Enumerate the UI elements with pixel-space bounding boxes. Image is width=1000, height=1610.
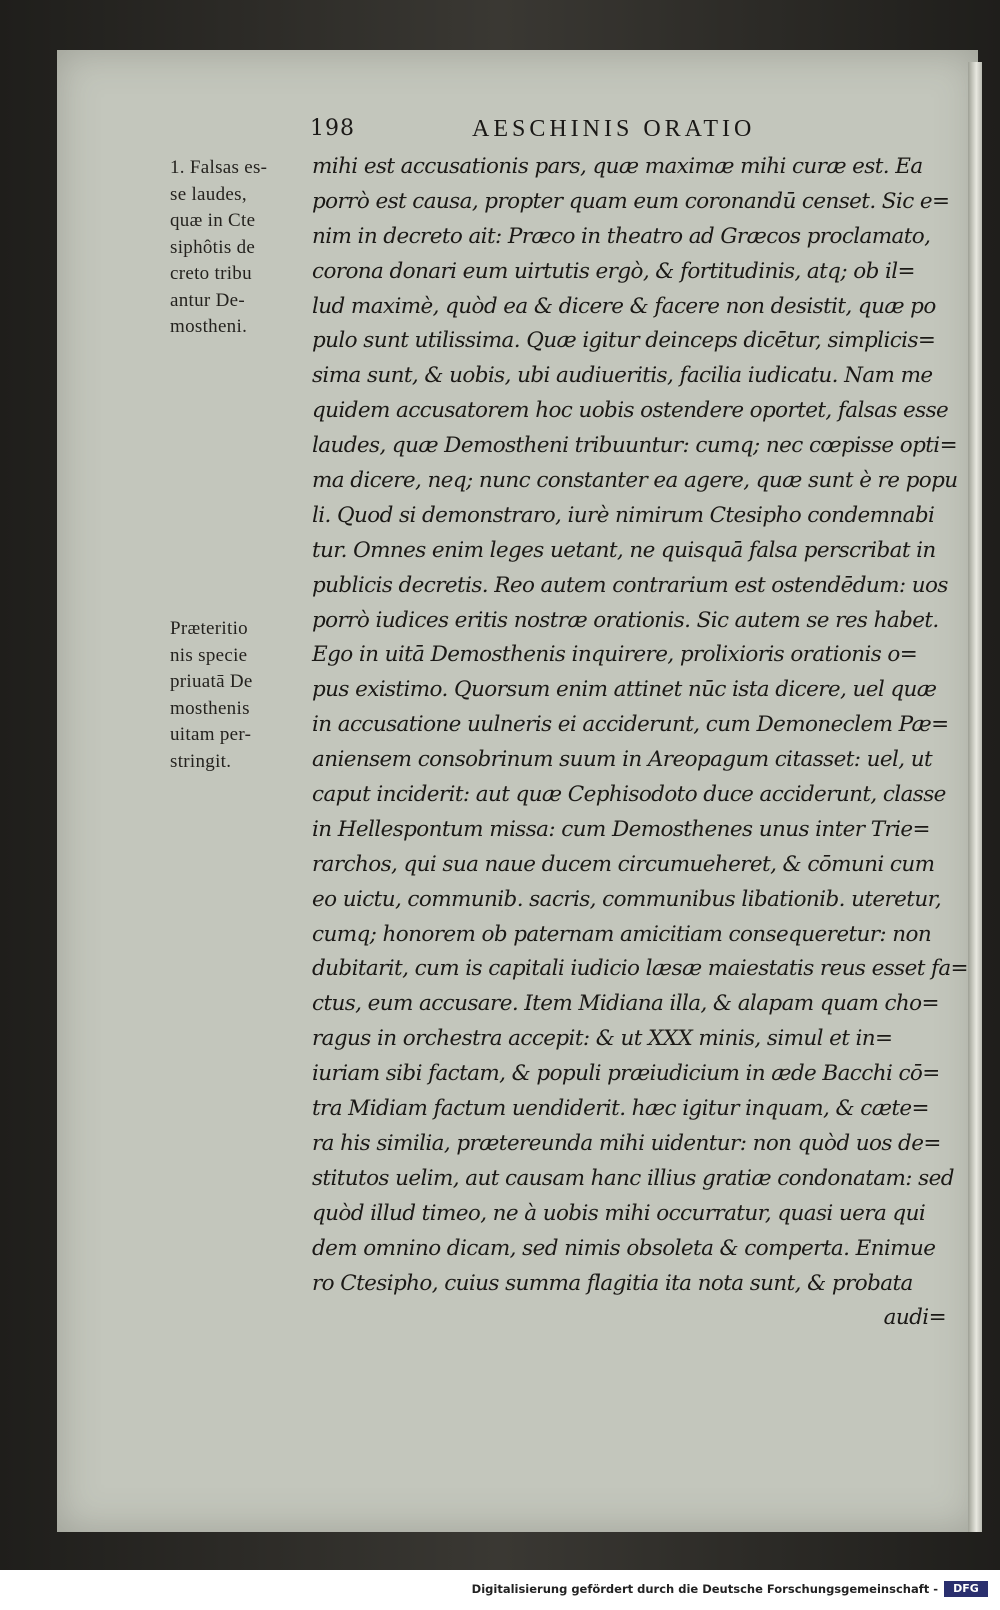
margin-note-line: uitam per- bbox=[170, 724, 252, 745]
text-line: laudes, quæ Demostheni tribuuntur: cumq; nec cœpisse opti= bbox=[312, 433, 957, 459]
text-line: cumq; honorem ob paternam amicitiam consequeretur: non bbox=[312, 921, 932, 947]
text-line: ro Ctesipho, cuius summa flagitia ita nota sunt, & probata bbox=[312, 1270, 913, 1296]
margin-note-line: priuatā De bbox=[170, 671, 253, 692]
text-line: lud maximè, quòd ea & dicere & facere non desistit, quæ po bbox=[312, 293, 936, 319]
text-line: iuriam sibi factam, & populi præiudicium in æde Bacchi cō= bbox=[312, 1061, 940, 1087]
text-line: corona donari eum uirtutis ergò, & fortitudinis, atq; ob il= bbox=[312, 258, 915, 284]
text-line: dem omnino dicam, sed nimis obsoleta & comperta. Enimue bbox=[312, 1235, 936, 1261]
text-line: publicis decretis. Reo autem contrarium est ostendēdum: uos bbox=[312, 572, 948, 598]
page-number: 198 bbox=[310, 116, 355, 141]
text-line: caput inciderit: aut quæ Cephisodoto duce acciderunt, classe bbox=[312, 782, 946, 808]
margin-note-1 bbox=[170, 155, 302, 341]
text-line: rarchos, qui sua naue ducem circumueheret, & cōmuni cum bbox=[312, 851, 935, 877]
text-line: ctus, eum accusare. Item Midiana illa, & alapam quam cho= bbox=[312, 991, 939, 1017]
text-line: in Hellespontum missa: cum Demosthenes unus inter Trie= bbox=[312, 816, 930, 842]
margin-note-line: nis specie bbox=[170, 644, 248, 666]
text-line: in accusatione uulneris ei acciderunt, cum Demoneclem Pæ= bbox=[312, 712, 949, 738]
margin-note-2 bbox=[170, 616, 302, 775]
text-line: Ego in uitā Demosthenis inquirere, prolixioris orationis o= bbox=[312, 642, 918, 668]
margin-note-line: creto tribu bbox=[170, 263, 252, 284]
main-text-block bbox=[312, 150, 968, 1336]
text-line: tur. Omnes enim leges uetant, ne quisquā falsa perscribat in bbox=[312, 537, 936, 563]
text-line: pulo sunt utilissima. Quæ igitur deinceps dicētur, simplicis= bbox=[312, 328, 936, 354]
margin-note-line: mostheni. bbox=[170, 316, 248, 337]
text-line: tra Midiam factum uendiderit. hæc igitur inquam, & cæte= bbox=[312, 1096, 929, 1122]
text-line: pus existimo. Quorsum enim attinet nūc ista dicere, uel quæ bbox=[312, 677, 937, 703]
page-edge bbox=[968, 62, 982, 1532]
margin-note-line: mosthenis bbox=[170, 697, 250, 719]
text-line: ra his similia, prætereunda mihi uidentur: non quòd uos de= bbox=[312, 1130, 941, 1156]
text-line: ma dicere, neq; nunc constanter ea agere, quæ sunt è re popu bbox=[312, 468, 958, 494]
running-title: AESCHINIS ORATIO bbox=[472, 116, 756, 142]
dfg-logo: DFG bbox=[944, 1581, 988, 1597]
text-line: eo uictu, communib. sacris, communibus libationib. uteretur, bbox=[312, 886, 942, 912]
text-line: mihi est accusationis pars, quæ maximæ mihi curæ est. Ea bbox=[312, 154, 923, 179]
margin-note-line: se laudes, bbox=[170, 183, 247, 205]
text-line: quòd illud timeo, ne à uobis mihi occurratur, quasi uera qui bbox=[312, 1200, 926, 1226]
margin-note-line: siphôtis de bbox=[170, 236, 256, 258]
text-line: stitutos uelim, aut causam hanc illius gratiæ condonatam: sed bbox=[312, 1165, 954, 1191]
text-line: li. Quod si demonstraro, iurè nimirum Ctesipho condemnabi bbox=[312, 502, 935, 528]
running-head bbox=[0, 116, 1000, 150]
funding-credit: Digitalisierung gefördert durch die Deutsche Forschungsgemeinschaft - bbox=[471, 1582, 938, 1596]
margin-note-line: antur De- bbox=[170, 289, 245, 311]
text-line: audi= bbox=[883, 1305, 946, 1331]
text-line: sima sunt, & uobis, ubi audiueritis, facilia iudicatu. Nam me bbox=[312, 363, 933, 389]
margin-note-line: stringit. bbox=[170, 750, 232, 772]
text-line: aniensem consobrinum suum in Areopagum citasset: uel, ut bbox=[312, 747, 933, 773]
text-line: nim in decreto ait: Præco in theatro ad Græcos proclamato, bbox=[312, 223, 931, 249]
margin-note-line: quæ in Cte bbox=[170, 210, 256, 231]
footer-bar bbox=[0, 1570, 1000, 1610]
text-line: ragus in orchestra accepit: & ut XXX minis, simul et in= bbox=[312, 1026, 893, 1052]
text-line: porrò est causa, propter quam eum coronandū censet. Sic e= bbox=[312, 188, 950, 214]
margin-note-line: Præteritio bbox=[170, 618, 248, 639]
text-line: porrò iudices eritis nostræ orationis. Sic autem se res habet. bbox=[312, 607, 939, 633]
text-line: quidem accusatorem hoc uobis ostendere oportet, falsas esse bbox=[312, 398, 949, 424]
margin-note-line: 1. Falsas es- bbox=[170, 157, 268, 178]
text-line: dubitarit, cum is capitali iudicio læsæ maiestatis reus esset fa= bbox=[312, 956, 968, 982]
